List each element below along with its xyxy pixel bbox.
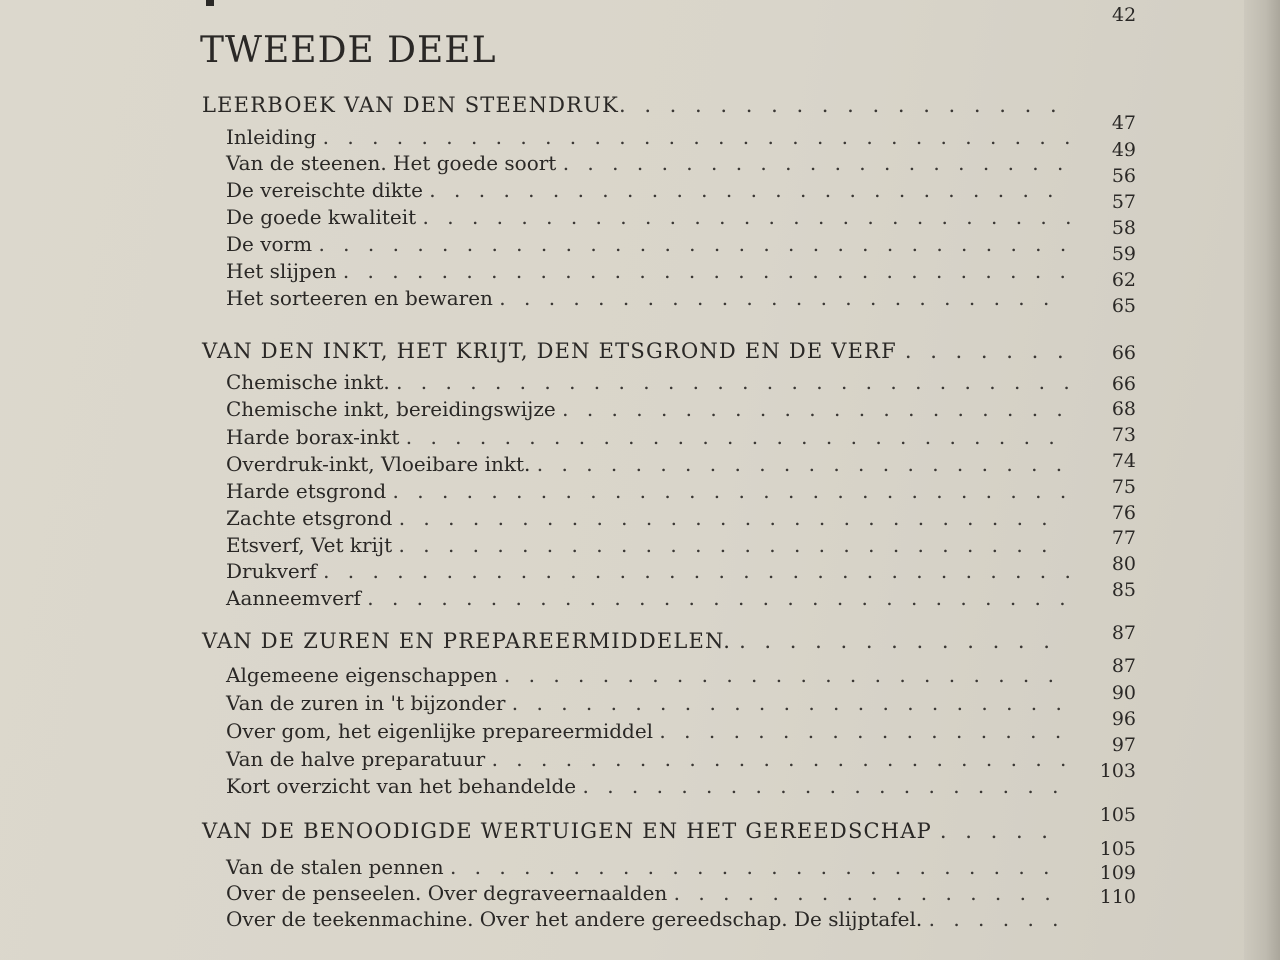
page-number: 58 [1111,217,1136,239]
leader-dots: . . . . . . . . . . . . . . . . . . . . . . . . . . . [398,506,1054,530]
toc-entry: Over de penseelen. Over degraveernaalden . . . . . . . . . . . . . . . . [226,881,1057,905]
toc-entry: Van de zuren in 't bijzonder . . . . . . . . . . . . . . . . . . . . . . . [226,691,1068,715]
leader-dots: . . . . . . . . . . . . . . . . . . . . . . . [499,286,1056,310]
toc-entry: Overdruk-inkt, Vloeibare inkt. . . . . . . . . . . . . . . . . . . . . . . [226,452,1069,476]
section-heading: VAN DE BENOODIGDE WERTUIGEN EN HET GEREEDSCHAP . . . . . [202,819,1054,843]
page-number: 87 [1111,622,1136,644]
leader-dots: . . . . . . . . . . . . . . . . . . . . . . [536,452,1069,476]
page-number: 103 [1099,760,1136,782]
leader-dots: . . . . . . . . . . . . . [739,629,1056,653]
page-number: 66 [1111,373,1136,395]
page-number: 57 [1111,191,1136,213]
leader-dots: . . . . . . . [904,339,1070,363]
book-binding-edge [1244,0,1280,960]
leader-dots: . . . . . . . . . . . . . . . . . . . . . . . . . [449,855,1056,879]
leader-dots: . . . . . . . . . . . . . . . . . . . . . [562,397,1069,421]
toc-entry: Het sorteeren en bewaren . . . . . . . . . . . . . . . . . . . . . . . [226,286,1056,310]
page-number: 65 [1111,295,1136,317]
toc-entry: Zachte etsgrond . . . . . . . . . . . . . . . . . . . . . . . . . . . [226,506,1054,530]
part-title: TWEEDE DEEL [200,30,497,71]
page-number: 76 [1111,502,1136,524]
page-number: 80 [1111,553,1136,575]
toc-entry: Over de teekenmachine. Over het andere gereedschap. De slijptafel. . . . . . . [226,907,1065,931]
toc-entry: Etsverf, Vet krijt . . . . . . . . . . . . . . . . . . . . . . . . . . . [226,533,1054,557]
page-number: 75 [1111,476,1136,498]
page-number: 77 [1111,527,1136,549]
leader-dots: . . . . . . . . . . . . . . . . . . . . [582,774,1065,798]
page-number: 73 [1111,424,1136,446]
toc-entry: De vorm . . . . . . . . . . . . . . . . . . . . . . . . . . . . . . . [226,232,1073,256]
leader-dots: . . . . . . . . . . . . . . . . . . . . . . . . . . . [398,533,1054,557]
leader-dots: . . . . . . . . . . . . . . . . . . . . . . . . . . . . . . . [322,125,1077,149]
leader-dots: . . . . . . . . . . . . . . . . . . . . . . . . . . . . . . . [323,559,1077,583]
leader-dots: . . . . . . . . . . . . . . . . . . . . . . . . . . . . . . . [318,232,1073,256]
toc-entry: Van de stalen pennen . . . . . . . . . . . . . . . . . . . . . . . . . [226,855,1056,879]
section-heading: VAN DEN INKT, HET KRIJT, DEN ETSGROND EN DE VERF . . . . . . . [202,339,1070,363]
leader-dots: . . . . . . . . . . . . . . . . . . . . . . . . . . . . . . [342,259,1072,283]
toc-entry: Chemische inkt. . . . . . . . . . . . . . . . . . . . . . . . . . . . . [226,370,1076,394]
page-number: 56 [1111,165,1136,187]
page-number: 49 [1111,139,1136,161]
section-heading: VAN DE ZUREN EN PREPAREERMIDDELEN. . . . . . . . . . . . . . [202,629,1056,653]
text-fragment-mark [206,0,214,6]
toc-entry: Harde borax-inkt . . . . . . . . . . . . . . . . . . . . . . . . . . . [226,425,1061,449]
page-number: 90 [1111,682,1136,704]
page-number: 110 [1099,886,1136,908]
leader-dots: . . . . . . . . . . . . . . . . . . . . . . . [503,663,1060,687]
toc-entry: Algemeene eigenschappen . . . . . . . . . . . . . . . . . . . . . . . [226,663,1060,687]
toc-entry: Harde etsgrond . . . . . . . . . . . . . . . . . . . . . . . . . . . . [226,479,1073,503]
leader-dots: . . . . . . . . . . . . . . . . . . . . . . . . . . . [422,205,1078,229]
page-number: 96 [1111,708,1136,730]
section-heading: LEERBOEK VAN DEN STEENDRUK. . . . . . . . . . . . . . . . . . [202,93,1063,117]
page-number: 85 [1111,579,1136,601]
page-number: 62 [1111,269,1136,291]
toc-entry: Kort overzicht van het behandelde . . . . . . . . . . . . . . . . . . . . [226,774,1065,798]
leader-dots: . . . . . . . . . . . . . . . . . . . . . . . . . . . . . [367,586,1072,610]
toc-entry: Het slijpen . . . . . . . . . . . . . . . . . . . . . . . . . . . . . . [226,259,1072,283]
leader-dots: . . . . . . . . . . . . . . . . . . . . . [562,151,1070,175]
leader-dots: . . . . . [939,819,1054,843]
toc-entry: Van de halve preparatuur . . . . . . . . . . . . . . . . . . . . . . . . [226,747,1073,771]
toc-entry: Chemische inkt, bereidingswijze . . . . . . . . . . . . . . . . . . . . . [226,397,1069,421]
leader-dots: . . . . . . . . . . . . . . . . . . . . . . . . . . . [405,425,1061,449]
page-number: 105 [1099,804,1136,826]
toc-entry: De vereischte dikte . . . . . . . . . . . . . . . . . . . . . . . . . . [226,178,1060,202]
leader-dots: . . . . . . . . . . . . . . . . . . . . . . . . [491,747,1073,771]
page-number: 87 [1111,655,1136,677]
toc-entry: Aanneemverf . . . . . . . . . . . . . . . . . . . . . . . . . . . . . [226,586,1072,610]
leader-dots: . . . . . . . . . . . . . . . . . . . . . . . . . . [429,178,1060,202]
leader-dots: . . . . . . . . . . . . . . . . . . . . . . . [511,691,1068,715]
toc-entry: Over gom, het eigenlijke prepareermiddel . . . . . . . . . . . . . . . . . [226,719,1068,743]
toc-entry: Van de steenen. Het goede soort . . . . . . . . . . . . . . . . . . . . . [226,151,1070,175]
toc-entry: Inleiding . . . . . . . . . . . . . . . . . . . . . . . . . . . . . . . [226,125,1077,149]
page-number: 66 [1111,342,1136,364]
page-number: 59 [1111,243,1136,265]
page-number: 97 [1111,734,1136,756]
leader-dots: . . . . . . [928,907,1065,931]
leader-dots: . . . . . . . . . . . . . . . . . . . . . . . . . . . . [392,479,1073,503]
leader-dots: . . . . . . . . . . . . . . . . . [659,719,1068,743]
leader-dots: . . . . . . . . . . . . . . . . . . [618,93,1063,117]
page-number: 42 [1112,4,1137,26]
page-number: 105 [1099,838,1136,860]
page-number: 74 [1111,450,1136,472]
leader-dots: . . . . . . . . . . . . . . . . [673,881,1057,905]
page-number: 47 [1111,112,1136,134]
page-number: 109 [1099,862,1136,884]
leader-dots: . . . . . . . . . . . . . . . . . . . . . . . . . . . . [396,370,1076,394]
toc-entry: Drukverf . . . . . . . . . . . . . . . . . . . . . . . . . . . . . . . [226,559,1077,583]
toc-entry: De goede kwaliteit . . . . . . . . . . . . . . . . . . . . . . . . . . . [226,205,1078,229]
page-number: 68 [1111,398,1136,420]
